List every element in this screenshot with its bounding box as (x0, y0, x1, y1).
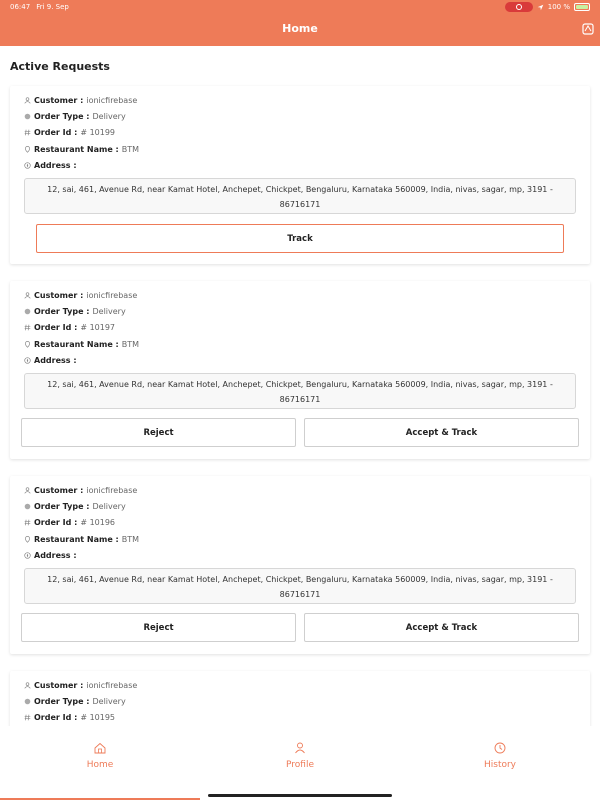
battery-icon (574, 3, 590, 11)
reject-button[interactable]: Reject (21, 613, 296, 642)
restaurant-row (24, 143, 139, 155)
order-card (10, 281, 590, 459)
order-id-row (24, 711, 115, 723)
customer-label: Customer : (34, 485, 84, 495)
reject-button[interactable]: Reject (21, 418, 296, 447)
location-pin-icon (24, 341, 31, 348)
location-pin-icon (24, 146, 31, 153)
address-box: 12, sai, 461, Avenue Rd, near Kamat Hotel, Anchepet, Chickpet, Bengaluru, Karnataka 560009, India, nivas, sagar, mp, 3191 - 86716171 (24, 568, 576, 604)
order-id-label: Order Id : (34, 517, 78, 527)
restaurant-name-value: BTM (121, 144, 140, 154)
track-button[interactable]: Track (36, 224, 564, 253)
address-row (24, 159, 77, 171)
order-type-icon (24, 308, 31, 315)
order-card (10, 476, 590, 654)
order-id-label: Order Id : (34, 127, 78, 137)
customer-label: Customer : (34, 95, 84, 105)
restaurant-name-value: BTM (121, 534, 140, 544)
bottom-tab-bar (0, 726, 600, 800)
order-type-row (24, 110, 126, 122)
order-id-label: Order Id : (34, 712, 78, 722)
tab-history-label: History (483, 760, 517, 770)
home-indicator[interactable] (208, 794, 392, 797)
accept-track-button[interactable]: Accept & Track (304, 418, 579, 447)
address-box: 12, sai, 461, Avenue Rd, near Kamat Hotel, Anchepet, Chickpet, Bengaluru, Karnataka 560009, India, nivas, sagar, mp, 3191 - 86716171 (24, 178, 576, 214)
order-type-value: Delivery (92, 501, 126, 511)
order-card (10, 86, 590, 264)
profile-icon (294, 742, 306, 754)
tab-history[interactable] (460, 742, 540, 770)
order-id-label: Order Id : (34, 322, 78, 332)
app-header (0, 0, 600, 46)
order-card (10, 671, 590, 726)
bike-delivery-icon[interactable] (582, 23, 594, 35)
page-title: Home (282, 22, 318, 35)
customer-value: ionicfirebase (86, 290, 138, 300)
order-id-value: # 10197 (80, 322, 116, 332)
person-icon (24, 487, 31, 494)
customer-value: ionicfirebase (86, 680, 138, 690)
order-id-row (24, 321, 115, 333)
order-type-label: Order Type : (34, 306, 90, 316)
screen-record-icon (505, 2, 533, 12)
tab-profile-label: Profile (286, 760, 314, 770)
compass-icon (24, 357, 31, 364)
tab-home[interactable] (60, 742, 140, 770)
compass-icon (24, 552, 31, 559)
address-label: Address : (34, 160, 77, 170)
person-icon (24, 292, 31, 299)
order-type-row (24, 695, 126, 707)
person-icon (24, 97, 31, 104)
status-date: Fri 9. Sep (36, 3, 69, 11)
home-icon (94, 742, 106, 754)
address-box: 12, sai, 461, Avenue Rd, near Kamat Hotel, Anchepet, Chickpet, Bengaluru, Karnataka 560009, India, nivas, sagar, mp, 3191 - 86716171 (24, 373, 576, 409)
section-title: Active Requests (10, 60, 110, 73)
order-type-value: Delivery (92, 111, 126, 121)
order-id-value: # 10195 (80, 712, 116, 722)
customer-value: ionicfirebase (86, 485, 138, 495)
order-type-row (24, 500, 126, 512)
main-content[interactable] (0, 46, 600, 726)
address-row (24, 354, 77, 366)
status-time: 06:47 (10, 3, 31, 11)
restaurant-row (24, 338, 139, 350)
order-type-icon (24, 503, 31, 510)
restaurant-name-label: Restaurant Name : (34, 144, 119, 154)
customer-row (24, 484, 137, 496)
order-id-row (24, 126, 115, 138)
customer-value: ionicfirebase (86, 95, 138, 105)
history-icon (494, 742, 506, 754)
customer-row (24, 289, 137, 301)
status-bar (0, 0, 600, 14)
person-icon (24, 682, 31, 689)
order-type-icon (24, 113, 31, 120)
restaurant-row (24, 533, 139, 545)
accept-track-button[interactable]: Accept & Track (304, 613, 579, 642)
restaurant-name-value: BTM (121, 339, 140, 349)
compass-icon (24, 162, 31, 169)
customer-label: Customer : (34, 680, 84, 690)
hash-icon (24, 519, 31, 526)
location-pin-icon (24, 536, 31, 543)
order-type-value: Delivery (92, 306, 126, 316)
order-id-row (24, 516, 115, 528)
tab-profile[interactable] (260, 742, 340, 770)
address-label: Address : (34, 550, 77, 560)
order-type-icon (24, 698, 31, 705)
order-id-value: # 10199 (80, 127, 116, 137)
order-type-label: Order Type : (34, 111, 90, 121)
order-id-value: # 10196 (80, 517, 116, 527)
restaurant-name-label: Restaurant Name : (34, 534, 119, 544)
customer-row (24, 94, 137, 106)
address-row (24, 549, 77, 561)
hash-icon (24, 714, 31, 721)
battery-percent: 100 % (547, 3, 570, 11)
order-type-label: Order Type : (34, 696, 90, 706)
restaurant-name-label: Restaurant Name : (34, 339, 119, 349)
customer-row (24, 679, 137, 691)
status-right (505, 2, 590, 12)
customer-label: Customer : (34, 290, 84, 300)
address-label: Address : (34, 355, 77, 365)
order-type-value: Delivery (92, 696, 126, 706)
hash-icon (24, 324, 31, 331)
hash-icon (24, 129, 31, 136)
tab-home-label: Home (86, 760, 114, 770)
location-arrow-icon (537, 4, 544, 11)
order-type-row (24, 305, 126, 317)
order-type-label: Order Type : (34, 501, 90, 511)
